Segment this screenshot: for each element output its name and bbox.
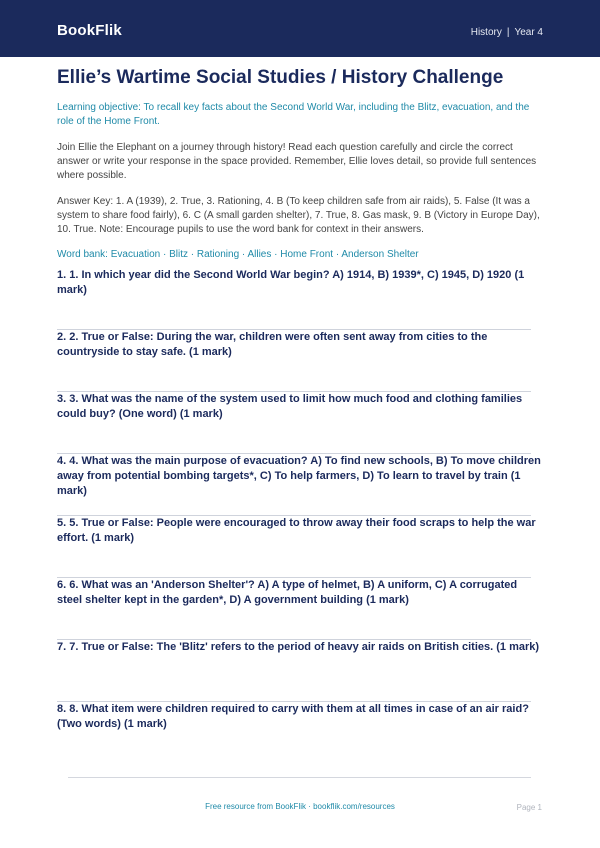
question-text: 8. 8. What item were children required to carry with them at all times in case of an air raid? (Two words) (1 mark) bbox=[57, 703, 529, 730]
question-6 bbox=[57, 578, 543, 640]
footer-link[interactable]: Free resource from BookFlik · bookflik.com/resources bbox=[205, 802, 395, 811]
question-text: 2. 2. True or False: During the war, children were often sent away from cities to the countryside to stay safe. (1 mark) bbox=[57, 331, 488, 358]
page-number: Page 1 bbox=[516, 803, 542, 812]
question-7 bbox=[57, 640, 543, 702]
intro-text: Join Ellie the Elephant on a journey through history! Read each question carefully and circle the correct answer or write your response in the space provided. Remember, Ellie loves detail, so provide full sentences where possible. bbox=[57, 142, 537, 181]
question-text: 6. 6. What was an 'Anderson Shelter'? A) A type of helmet, B) A uniform, C) A corrugated steel shelter kept in the garden*, D) A government building (1 mark) bbox=[57, 579, 518, 606]
question-text: 4. 4. What was the main purpose of evacuation? A) To find new schools, B) To move children away from potential bombing targets*, C) To help farmers, D) To learn to travel by train (1 mark) bbox=[57, 455, 541, 497]
header-meta bbox=[471, 27, 543, 38]
answer-key: Answer Key: 1. A (1939), 2. True, 3. Rationing, 4. B (To keep children safe from air raids), 5. False (It was a system to share food fairly), 6. C (A small garden shelter), 7. True, 8. Gas mask, 9. B (Victory in Europe Day), 10. True. Note: Encourage pupils to use the word bank for context in their answers. bbox=[57, 196, 540, 235]
grade-label: Year 4 bbox=[514, 27, 543, 38]
footer-divider bbox=[68, 777, 531, 778]
meta-separator: | bbox=[506, 27, 510, 38]
question-5 bbox=[57, 516, 543, 578]
question-2 bbox=[57, 330, 543, 392]
question-text: 1. 1. In which year did the Second World War begin? A) 1914, B) 1939*, C) 1945, D) 1920 (1 mark) bbox=[57, 269, 525, 296]
question-text: 3. 3. What was the name of the system used to limit how much food and clothing families could buy? (One word) (1 mark) bbox=[57, 393, 523, 420]
question-text: 7. 7. True or False: The 'Blitz' refers to the period of heavy air raids on British cities. (1 mark) bbox=[57, 641, 540, 653]
question-list bbox=[57, 268, 543, 764]
question-4 bbox=[57, 454, 543, 516]
brand-logo[interactable]: BookFlik bbox=[57, 22, 122, 39]
page-header bbox=[0, 0, 600, 57]
question-text: 5. 5. True or False: People were encouraged to throw away their food scraps to help the war effort. (1 mark) bbox=[57, 517, 536, 544]
page-title: Ellie’s Wartime Social Studies / History Challenge bbox=[57, 67, 504, 88]
question-8 bbox=[57, 702, 543, 764]
worksheet-intro bbox=[57, 66, 543, 262]
subject-label: History bbox=[470, 27, 502, 38]
learning-objective: Learning objective: To recall key facts about the Second World War, including the Blitz, evacuation, and the role of the Home Front. bbox=[57, 102, 530, 127]
question-1 bbox=[57, 268, 543, 330]
question-3 bbox=[57, 392, 543, 454]
word-bank: Word bank: Evacuation · Blitz · Rationing · Allies · Home Front · Anderson Shelter bbox=[57, 249, 419, 260]
